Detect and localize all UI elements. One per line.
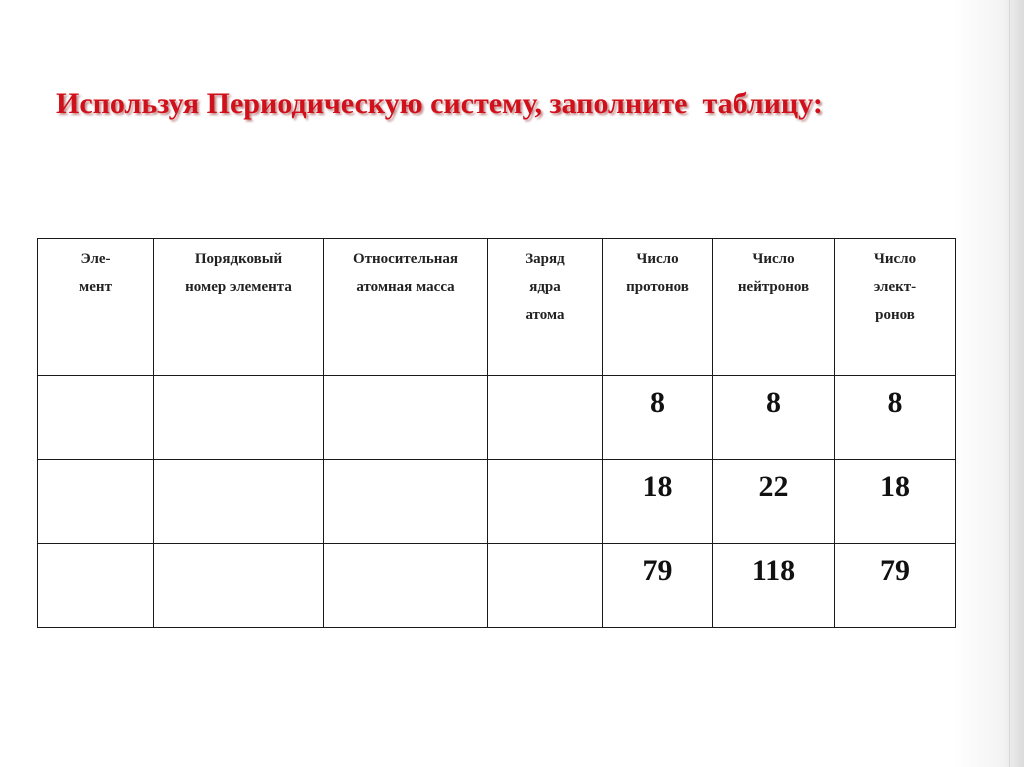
- header-nuclear-charge: [488, 239, 603, 376]
- cell-protons: 18: [603, 460, 713, 544]
- cell-neutrons: 22: [713, 460, 835, 544]
- header-label: Число элект- ронов: [873, 251, 917, 323]
- page-edge-line: [1009, 0, 1010, 767]
- cell-nuclear-charge[interactable]: [488, 460, 603, 544]
- page-edge-line: [1017, 0, 1018, 767]
- cell-nuclear-charge[interactable]: [488, 544, 603, 628]
- cell-atomic-number[interactable]: [154, 460, 324, 544]
- header-label: Эле- мент: [79, 251, 112, 295]
- slide-title: Используя Периодическую систему, заполните таблицу:: [56, 87, 823, 120]
- cell-element[interactable]: [38, 376, 154, 460]
- header-label: Порядковый номер элемента: [185, 251, 292, 295]
- header-atomic-mass: [324, 239, 488, 376]
- page-edge-shade: [954, 0, 1024, 767]
- cell-atomic-number[interactable]: [154, 376, 324, 460]
- cell-neutrons: 118: [713, 544, 835, 628]
- table-row: [38, 376, 956, 460]
- cell-neutrons: 8: [713, 376, 835, 460]
- cell-protons: 79: [603, 544, 713, 628]
- header-label: Число нейтронов: [737, 251, 810, 295]
- header-label: Число протонов: [626, 251, 689, 295]
- header-protons: [603, 239, 713, 376]
- header-label: Относительная атомная масса: [352, 251, 459, 295]
- table-row: [38, 460, 956, 544]
- cell-electrons: 18: [835, 460, 956, 544]
- header-element: [38, 239, 154, 376]
- cell-electrons: 8: [835, 376, 956, 460]
- cell-electrons: 79: [835, 544, 956, 628]
- cell-nuclear-charge[interactable]: [488, 376, 603, 460]
- header-label: Заряд ядра атома: [525, 251, 565, 323]
- cell-atomic-mass[interactable]: [324, 376, 488, 460]
- header-electrons: [835, 239, 956, 376]
- cell-element[interactable]: [38, 460, 154, 544]
- cell-element[interactable]: [38, 544, 154, 628]
- table-header-row: [38, 239, 956, 376]
- table-row: [38, 544, 956, 628]
- cell-atomic-mass[interactable]: [324, 544, 488, 628]
- header-neutrons: [713, 239, 835, 376]
- worksheet-table: [37, 238, 956, 628]
- cell-protons: 8: [603, 376, 713, 460]
- cell-atomic-mass[interactable]: [324, 460, 488, 544]
- header-atomic-number: [154, 239, 324, 376]
- cell-atomic-number[interactable]: [154, 544, 324, 628]
